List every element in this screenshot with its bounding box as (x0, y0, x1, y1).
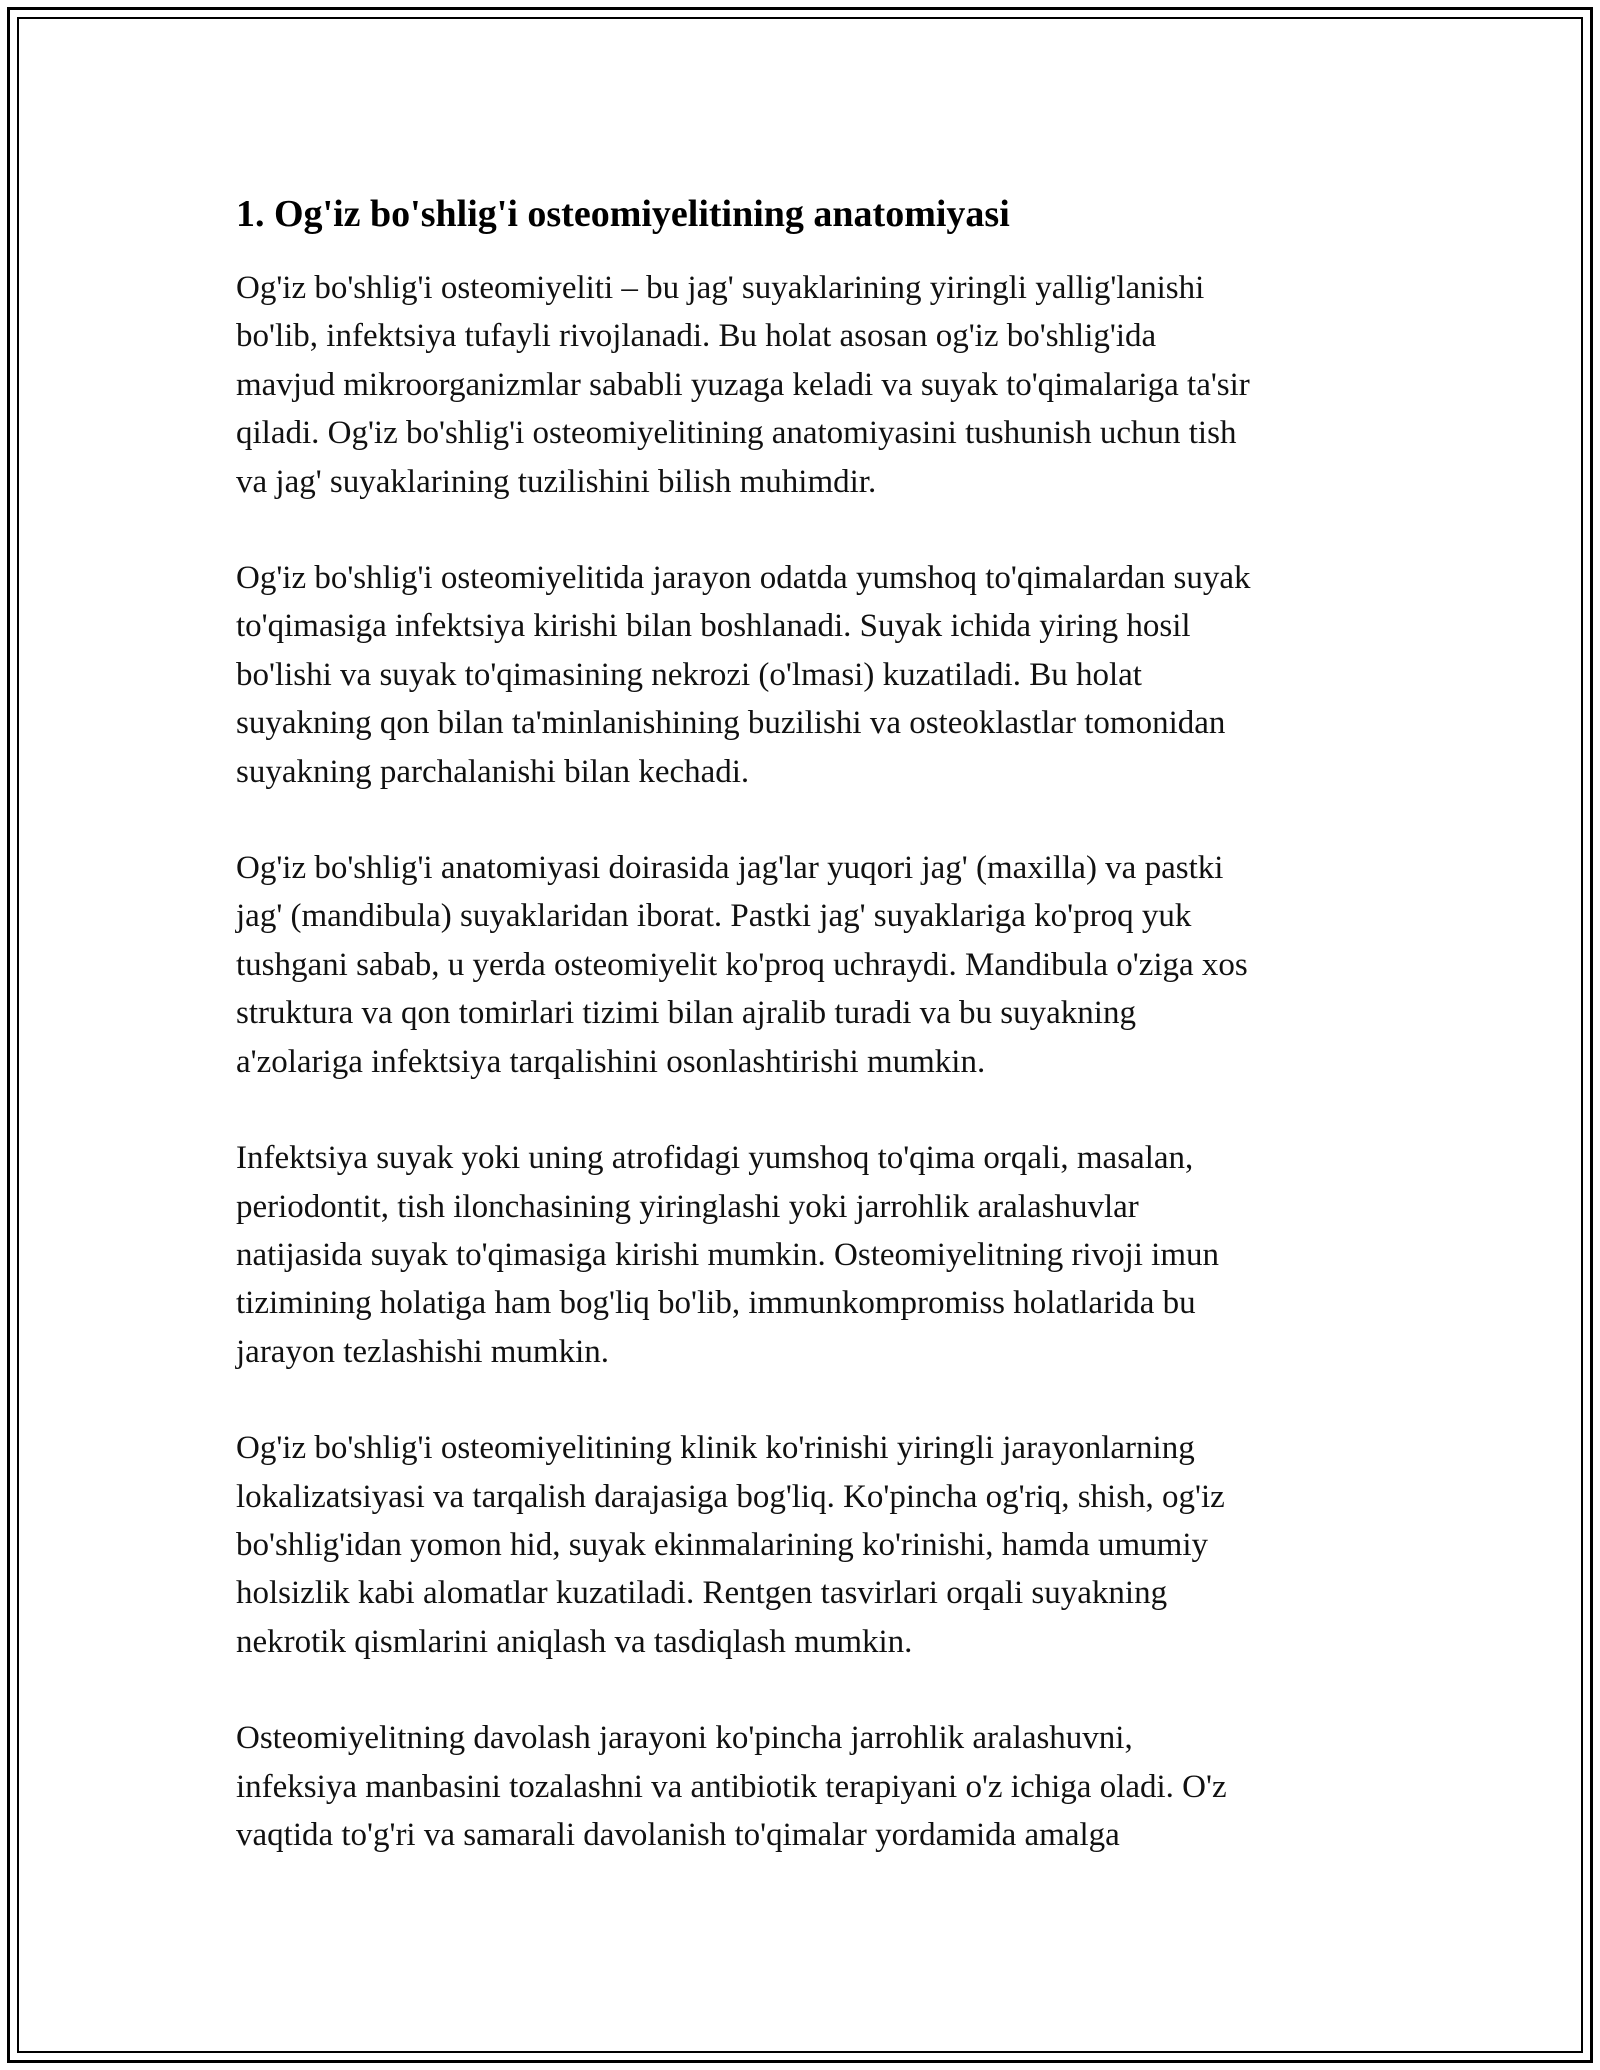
text-line: natijasida suyak to'qimasiga kirishi mumkin. Osteomiyelitning rivoji imun (236, 1236, 1220, 1273)
text-line: to'qimasiga infektsiya kirishi bilan boshlanadi. Suyak ichida yiring hosil (236, 608, 1191, 645)
text-line: tizimining holatiga ham bog'liq bo'lib, immunkompromiss holatlarida bu (236, 1285, 1196, 1322)
paragraph-2 (236, 554, 1376, 796)
paragraph-3 (236, 844, 1376, 1086)
text-line: a'zolariga infektsiya tarqalishini osonlashtirishi mumkin. (236, 1043, 986, 1080)
text-line: nekrotik qismlarini aniqlash va tasdiqlash mumkin. (236, 1623, 913, 1660)
paragraph-6 (236, 1714, 1376, 1859)
text-line: bo'lib, infektsiya tufayli rivojlanadi. Bu holat asosan og'iz bo'shlig'ida (236, 318, 1157, 355)
paragraph-5 (236, 1424, 1376, 1666)
text-line: struktura va qon tomirlari tizimi bilan ajralib turadi va bu suyakning (236, 995, 1136, 1032)
text-line: vaqtida to'g'ri va samarali davolanish to'qimalar yordamida amalga (236, 1816, 1120, 1853)
text-line: va jag' suyaklarining tuzilishini bilish muhimdir. (236, 463, 877, 500)
text-line: bo'lishi va suyak to'qimasining nekrozi (o'lmasi) kuzatiladi. Bu holat (236, 656, 1142, 693)
text-line: Og'iz bo'shlig'i osteomiyeliti – bu jag' suyaklarining yiringli yallig'lanishi (236, 270, 1205, 306)
text-line: Og'iz bo'shlig'i anatomiyasi doirasida jag'lar yuqori jag' (maxilla) va pastki (236, 850, 1224, 887)
text-line: tushgani sabab, u yerda osteomiyelit ko'proq uchraydi. Mandibula o'ziga xos (236, 946, 1248, 983)
text-line: infeksiya manbasini tozalashni va antibiotik terapiyani o'z ichiga oladi. O'z (236, 1768, 1227, 1805)
text-line: Infektsiya suyak yoki uning atrofidagi yumshoq to'qima orqali, masalan, (236, 1140, 1194, 1177)
text-line: periodontit, tish ilonchasining yiringlashi yoki jarrohlik aralashuvlar (236, 1188, 1139, 1225)
paragraph-4 (236, 1134, 1376, 1376)
text-line: bo'shlig'idan yomon hid, suyak ekinmalarining ko'rinishi, hamda umumiy (236, 1526, 1208, 1563)
text-line: lokalizatsiyasi va tarqalish darajasiga bog'liq. Ko'pincha og'riq, shish, og'iz (236, 1478, 1225, 1515)
text-line: Og'iz bo'shlig'i osteomiyelitining klinik ko'rinishi yiringli jarayonlarning (236, 1430, 1195, 1467)
paragraph-1 (236, 264, 1376, 506)
text-line: Og'iz bo'shlig'i osteomiyelitida jarayon odatda yumshoq to'qimalardan suyak (236, 560, 1251, 597)
text-line: holsizlik kabi alomatlar kuzatiladi. Rentgen tasvirlari orqali suyakning (236, 1575, 1168, 1612)
text-line: suyakning qon bilan ta'minlanishining buzilishi va osteoklastlar tomonidan (236, 705, 1226, 742)
section-heading: 1. Og'iz bo'shlig'i osteomiyelitining anatomiyasi (236, 193, 1010, 235)
text-line: jarayon tezlashishi mumkin. (236, 1333, 610, 1370)
text-line: suyakning parchalanishi bilan kechadi. (236, 753, 750, 790)
text-line: qiladi. Og'iz bo'shlig'i osteomiyelitining anatomiyasini tushunish uchun tish (236, 415, 1237, 452)
text-line: mavjud mikroorganizmlar sababli yuzaga keladi va suyak to'qimalariga ta'sir (236, 366, 1250, 403)
text-line: Osteomiyelitning davolash jarayoni ko'pincha jarrohlik aralashuvni, (236, 1720, 1133, 1757)
document-body (236, 188, 1376, 1907)
text-line: jag' (mandibula) suyaklaridan iborat. Pastki jag' suyaklariga ko'proq yuk (236, 898, 1192, 935)
